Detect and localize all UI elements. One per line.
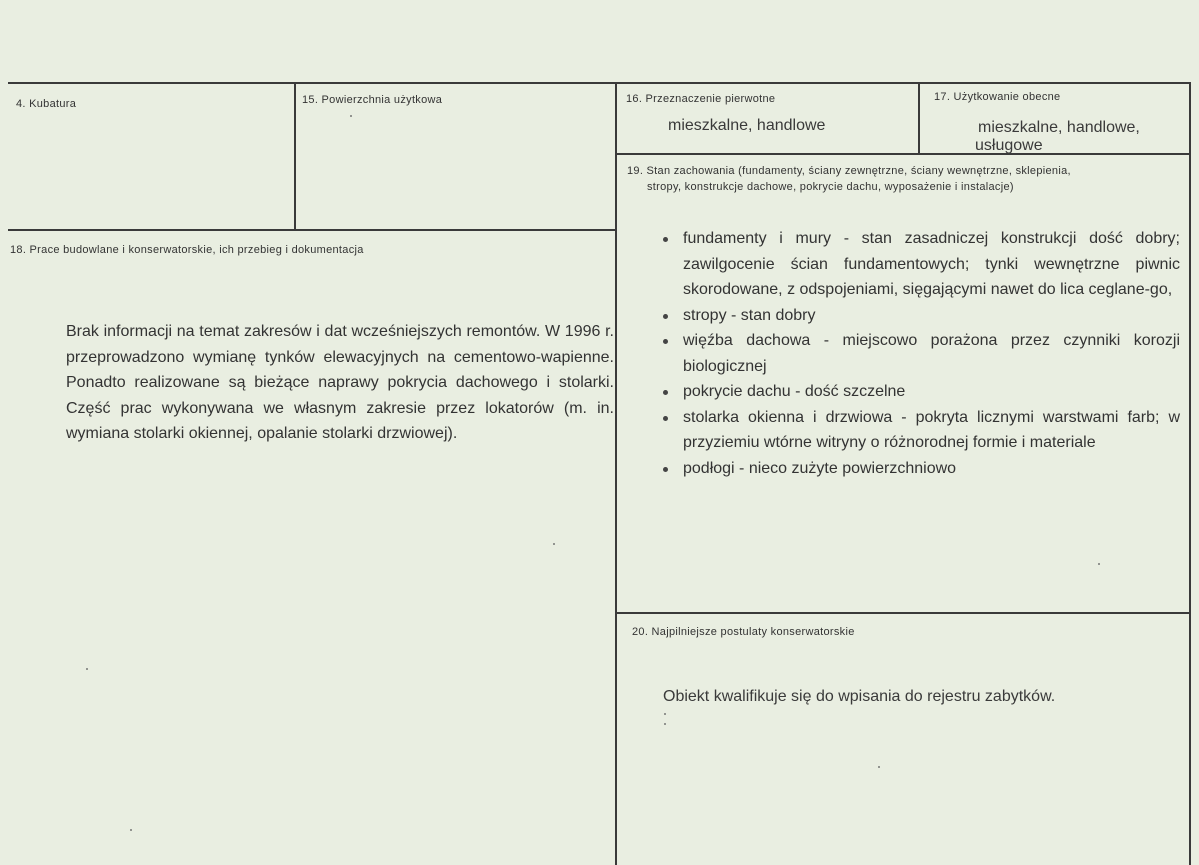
bullet-icon — [663, 314, 668, 319]
list-item: stolarka okienna i drzwiowa - pokryta licznymi warstwami farb; w przyziemiu wtórne witryny o różnorodnej formie i materiale — [661, 405, 1180, 456]
list-item: podłogi - nieco zużyte powierzchniowo — [661, 456, 1180, 482]
list-item: więźba dachowa - miejscowo porażona przez czynniki korozji biologicznej — [661, 328, 1180, 379]
uzytkowanie-obecne-label: 17. Użytkowanie obecne — [934, 91, 1061, 103]
przeznaczenie-pierwotne-value: mieszkalne, handlowe — [668, 117, 826, 134]
stan-zachowania-list — [661, 226, 1180, 481]
scan-speck — [878, 766, 880, 768]
scan-speck — [553, 543, 555, 545]
uzytkowanie-obecne-value-line1: mieszkalne, handlowe, — [978, 119, 1140, 136]
list-item: stropy - stan dobry — [661, 303, 1180, 329]
list-item: pokrycie dachu - dość szczelne — [661, 379, 1180, 405]
prace-budowlane-label: 18. Prace budowlane i konserwatorskie, ich przebieg i dokumentacja — [10, 244, 364, 256]
top-border-line — [8, 82, 1191, 84]
line-below-16-17 — [617, 153, 1191, 155]
stan-zachowania-label-line1: 19. Stan zachowania (fundamenty, ściany zewnętrzne, ściany wewnętrzne, sklepienia, — [627, 165, 1071, 177]
bullet-icon — [663, 416, 668, 421]
line-above-20 — [617, 612, 1191, 614]
uzytkowanie-obecne-value-line2: usługowe — [975, 137, 1043, 154]
bullet-icon — [663, 467, 668, 472]
scan-speck — [664, 713, 666, 715]
bullet-icon — [663, 237, 668, 242]
scan-speck — [664, 723, 666, 725]
scan-speck — [350, 115, 352, 117]
powierzchnia-uzytkowa-label: 15. Powierzchnia użytkowa — [302, 94, 443, 106]
scan-speck — [86, 668, 88, 670]
divider-16-17 — [918, 83, 920, 155]
line-below-14-15 — [8, 229, 617, 231]
scan-speck — [130, 829, 132, 831]
stan-zachowania-label-line2: stropy, konstrukcje dachowe, pokrycie dachu, wyposażenie i instalacje) — [647, 181, 1014, 193]
przeznaczenie-pierwotne-label: 16. Przeznaczenie pierwotne — [626, 93, 776, 105]
prace-budowlane-text: Brak informacji na temat zakresów i dat wcześniejszych remontów. W 1996 r. przeprowadzono wymianę tynków elewacyjnych na cementowo-wapienne. Ponadto realizowane są bieżące naprawy pokrycia dachowego i stolarki. Część prac wykonywana we własnym zakresie przez lokatorów (m. in. wymiana stolarki okiennej, opalanie stolarki drzwiowej). — [66, 323, 614, 442]
postulaty-konserwatorskie-text: Obiekt kwalifikuje się do wpisania do rejestru zabytków. — [663, 688, 1056, 705]
postulaty-konserwatorskie-label: 20. Najpilniejsze postulaty konserwatorskie — [632, 626, 855, 638]
right-border-line — [1189, 83, 1191, 865]
list-item: fundamenty i mury - stan zasadniczej konstrukcji dość dobry; zawilgocenie ścian fundamentowych; tynki wewnętrzne piwnic skorodowane, z odspojeniami, sięgającymi nawet do lica ceglane-go, — [661, 226, 1180, 303]
kubatura-label: 4. Kubatura — [16, 98, 77, 110]
bullet-icon — [663, 390, 668, 395]
scan-speck — [1098, 563, 1100, 565]
divider-kubatura-powierzchnia — [294, 83, 296, 231]
divider-left-right — [615, 83, 617, 865]
bullet-icon — [663, 339, 668, 344]
